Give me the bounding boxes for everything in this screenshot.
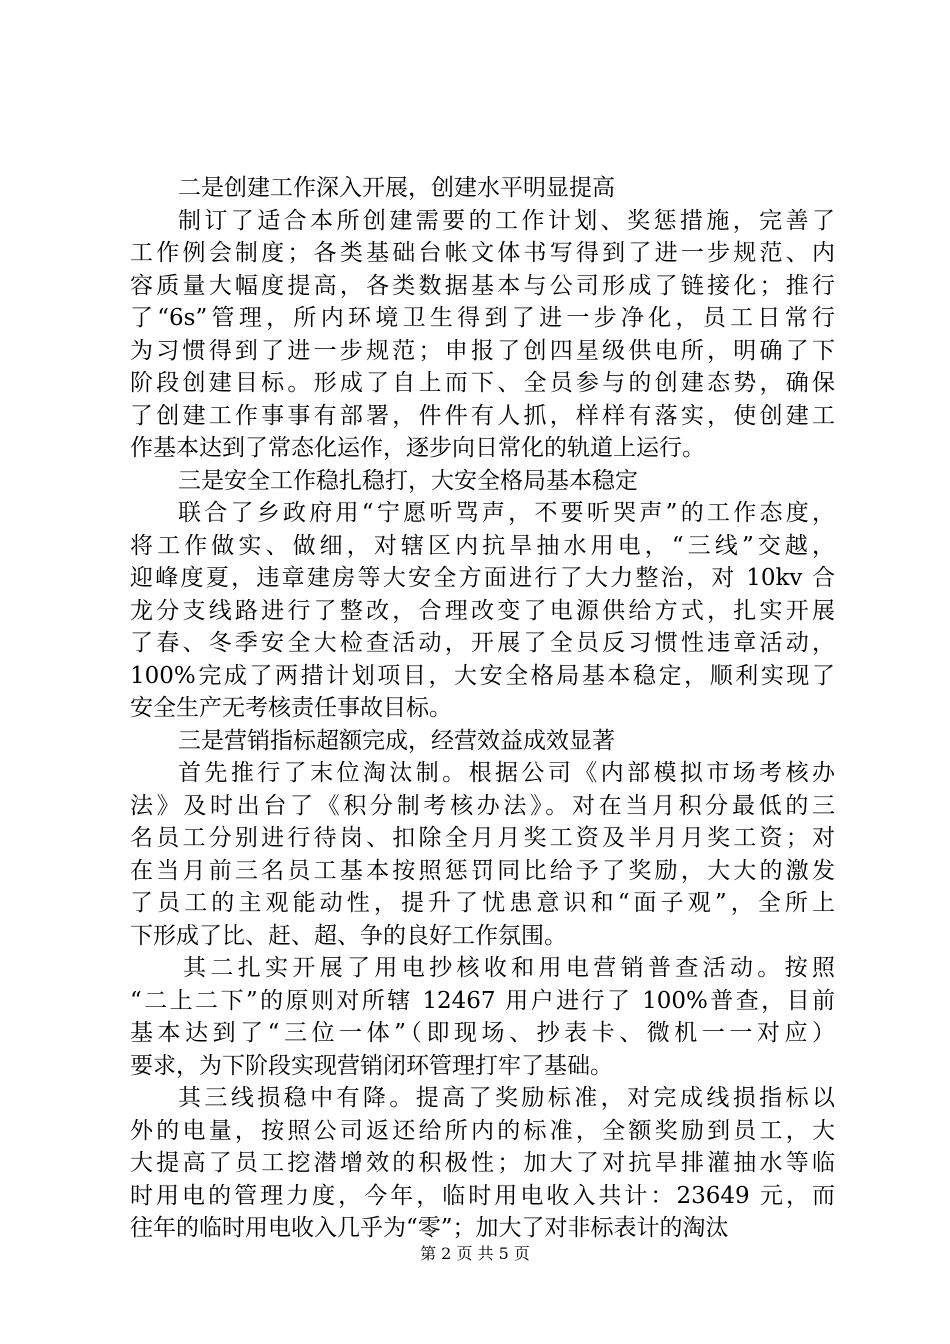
text-line: 安全生产无考核责任事故目标。 xyxy=(130,695,452,721)
text-line: 大提高了员工挖潜增效的积极性；加大了对抗旱排灌抽水等临 xyxy=(130,1150,835,1176)
text-line: 将工作做实、做细，对辖区内抗旱抽水用电，“三线”交越， xyxy=(130,532,835,559)
text-line: 制订了适合本所创建需要的工作计划、奖惩措施，完善了 xyxy=(178,207,835,234)
section-heading xyxy=(130,172,835,205)
text-line: 要求，为下阶段实现营销闭环管理打牢了基础。 xyxy=(130,1052,613,1079)
text-line: 其二扎实开展了用电抄核收和用电营销普查活动。按照 xyxy=(183,955,835,981)
section-heading xyxy=(130,725,835,758)
text-line: 为习惯得到了进一步规范；申报了创四星级供电所，明确了下 xyxy=(130,337,835,364)
text-line: 首先推行了末位淘汰制。根据公司《内部模拟市场考核办 xyxy=(178,760,835,786)
text-line: 外的电量，按照公司返还给所内的标准，全额奖励到员工，大 xyxy=(130,1117,835,1144)
text-line: 容质量大幅度提高，各类数据基本与公司形成了链接化；推行 xyxy=(130,272,835,299)
text-line: 了“6s”管理，所内环境卫生得到了进一步净化，员工日常行 xyxy=(130,305,835,331)
paragraph xyxy=(130,497,835,725)
text-line: 100%完成了两措计划项目，大安全格局基本稳定，顺利实现了 xyxy=(130,662,835,689)
text-line: 了员工的主观能动性，提升了忧患意识和“面子观”，全所上 xyxy=(130,890,835,916)
paragraph xyxy=(130,952,835,1082)
page-footer: 第 2 页 共 5 页 xyxy=(420,1244,530,1263)
text-line: 三是安全工作稳扎稳打，大安全格局基本稳定 xyxy=(178,467,638,494)
text-line: 时用电的管理力度，今年，临时用电收入共计：23649 元，而 xyxy=(130,1182,835,1209)
text-line: 阶段创建目标。形成了自上而下、全员参与的创建态势，确保 xyxy=(130,370,835,396)
paragraph xyxy=(130,1082,835,1245)
text-line: 名员工分别进行待岗、扣除全月月奖工资及半月月奖工资；对 xyxy=(130,825,835,851)
text-line: 基本达到了“三位一体”（即现场、抄表卡、微机一一对应） xyxy=(130,1020,835,1046)
text-line: 在当月前三名员工基本按照惩罚同比给予了奖励，大大的激发 xyxy=(130,857,835,884)
text-line: 二是创建工作深入开展，创建水平明显提高 xyxy=(178,175,615,201)
text-line: 其三线损稳中有降。提高了奖励标准，对完成线损指标以 xyxy=(178,1085,835,1111)
text-line: 作基本达到了常态化运作，逐步向日常化的轨道上运行。 xyxy=(130,435,705,461)
paragraph xyxy=(130,205,835,465)
text-line: 工作例会制度；各类基础台帐文体书写得到了进一步规范、内 xyxy=(130,240,835,266)
text-line: 龙分支线路进行了整改，合理改变了电源供给方式，扎实开展 xyxy=(130,597,835,624)
section-heading xyxy=(130,465,835,498)
text-line: 迎峰度夏，违章建房等大安全方面进行了大力整治，对 10kv 合 xyxy=(130,565,835,591)
text-line: 了春、冬季安全大检查活动，开展了全员反习惯性违章活动， xyxy=(130,630,835,656)
paragraph xyxy=(130,757,835,952)
text-line: 了创建工作事事有部署，件件有人抓，样样有落实，使创建工 xyxy=(130,402,835,429)
document-body xyxy=(130,172,835,1245)
text-line: “二上二下”的原则对所辖 12467 用户进行了 100%普查，目前 xyxy=(130,987,835,1014)
text-line: 联合了乡政府用“宁愿听骂声，不要听哭声”的工作态度， xyxy=(178,500,835,526)
text-line: 三是营销指标超额完成，经营效益成效显著 xyxy=(178,727,615,754)
text-line: 下形成了比、赶、超、争的良好工作氛围。 xyxy=(130,922,567,949)
text-line: 法》及时出台了《积分制考核办法》。对在当月积分最低的三 xyxy=(130,792,835,819)
text-line: 往年的临时用电收入几乎为“零”；加大了对非标表计的淘汰 xyxy=(130,1215,729,1241)
